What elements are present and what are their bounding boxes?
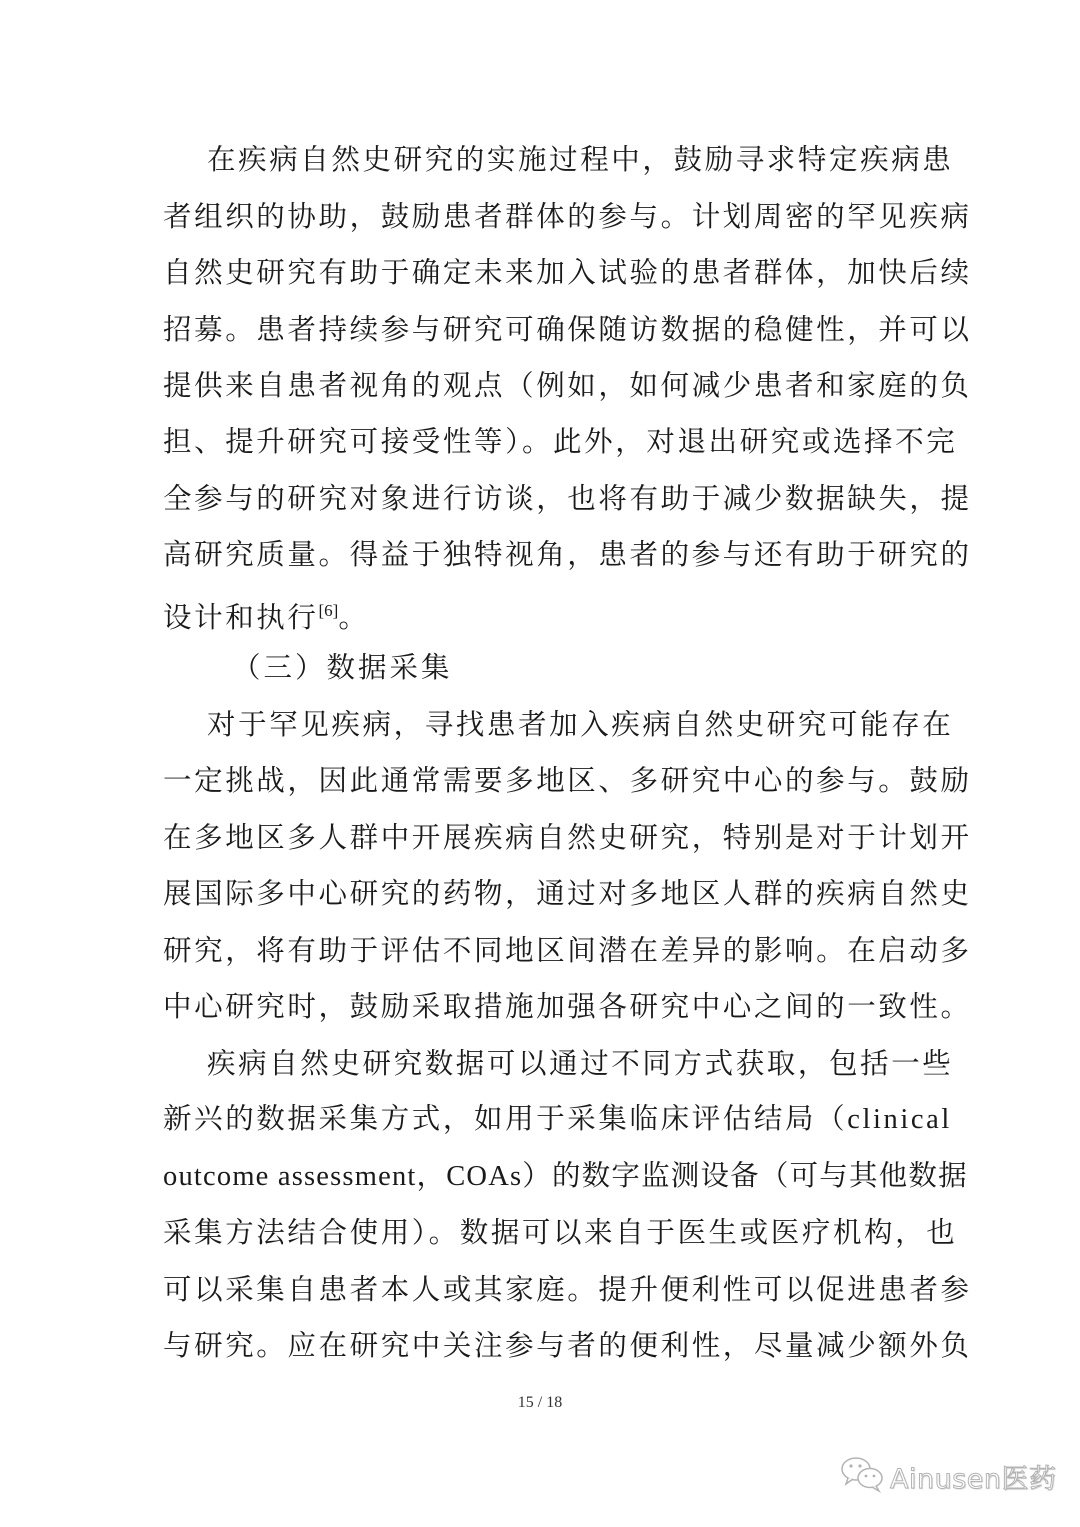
section-heading: （三）数据采集 bbox=[232, 651, 453, 684]
paragraph-2-line-4: 展国际多中心研究的药物，通过对多地区人群的疾病自然史 bbox=[163, 877, 972, 910]
paragraph-3-line-2: 新兴的数据采集方式，如用于采集临床评估结局（clinical bbox=[163, 1104, 952, 1135]
paragraph-2-line-6: 中心研究时，鼓励采取措施加强各研究中心之间的一致性。 bbox=[163, 990, 972, 1023]
paragraph-1-line-1: 在疾病自然史研究的实施过程中，鼓励寻求特定疾病患 bbox=[207, 143, 954, 176]
last-line-end: 。 bbox=[338, 601, 370, 634]
paragraph-2-line-1: 对于罕见疾病，寻找患者加入疾病自然史研究可能存在 bbox=[207, 708, 954, 741]
paragraph-1-line-7: 全参与的研究对象进行访谈，也将有助于减少数据缺失，提 bbox=[163, 482, 972, 515]
paragraph-1-line-2: 者组织的协助，鼓励患者群体的参与。计划周密的罕见疾病 bbox=[163, 200, 972, 233]
reference-citation[interactable]: [6] bbox=[318, 601, 339, 620]
paragraph-1-line-8: 高研究质量。得益于独特视角，患者的参与还有助于研究的 bbox=[163, 538, 972, 571]
page-number: 15 / 18 bbox=[517, 1394, 563, 1411]
paragraph-1-line-3: 自然史研究有助于确定未来加入试验的患者群体，加快后续 bbox=[163, 256, 972, 289]
paragraph-2-line-5: 研究，将有助于评估不同地区间潜在差异的影响。在启动多 bbox=[163, 934, 972, 967]
paragraph-1-line-4: 招募。患者持续参与研究可确保随访数据的稳健性，并可以 bbox=[163, 313, 972, 346]
paragraph-3-line-5: 可以采集自患者本人或其家庭。提升便利性可以促进患者参 bbox=[163, 1273, 972, 1306]
wechat-icon bbox=[840, 1455, 884, 1497]
watermark-text: Ainusen医药 bbox=[890, 1463, 1057, 1495]
last-line-text: 设计和执行 bbox=[163, 601, 319, 634]
paragraph-1-line-6: 担、提升研究可接受性等）。此外，对退出研究或选择不完 bbox=[163, 425, 958, 458]
paragraph-2-line-2: 一定挑战，因此通常需要多地区、多研究中心的参与。鼓励 bbox=[163, 764, 972, 797]
paragraph-2-line-3: 在多地区多人群中开展疾病自然史研究，特别是对于计划开 bbox=[163, 821, 972, 854]
paragraph-1-line-9 bbox=[163, 591, 919, 634]
paragraph-3-line-4: 采集方法结合使用）。数据可以来自于医生或医疗机构，也 bbox=[163, 1216, 958, 1249]
paragraph-1-line-5: 提供来自患者视角的观点（例如，如何减少患者和家庭的负 bbox=[163, 369, 972, 402]
paragraph-3-line-3: outcome assessment，COAs）的数字监测设备（可与其他数据 bbox=[163, 1161, 968, 1192]
paragraph-3-line-1: 疾病自然史研究数据可以通过不同方式获取，包括一些 bbox=[207, 1047, 954, 1080]
paragraph-3-line-6: 与研究。应在研究中关注参与者的便利性，尽量减少额外负 bbox=[163, 1329, 972, 1362]
watermark bbox=[840, 1456, 1057, 1496]
